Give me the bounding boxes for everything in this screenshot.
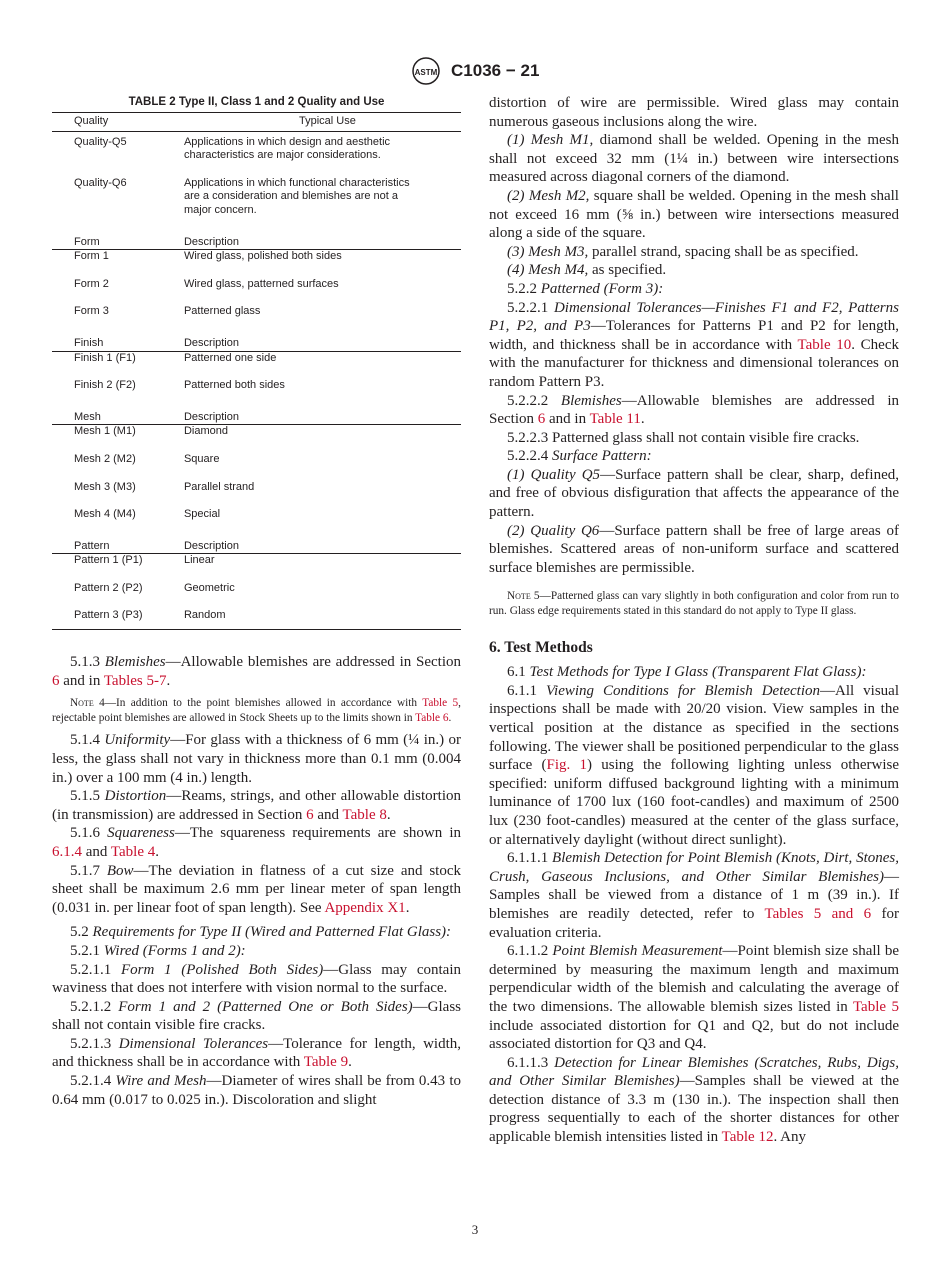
para-5-2-2-4: 5.2.2.4 Surface Pattern: bbox=[507, 448, 652, 465]
table-row bbox=[52, 250, 461, 264]
table-cell: Finish 2 (F2) bbox=[74, 379, 136, 392]
para-6-1-1: 6.1.1 Viewing Conditions for Blemish Detection—All visual inspections shall be made with 20/20 vision. View samples in the vertical position at the distance as specified in the sections following. The viewer shall be positioned perpendicular to the glass surface (Fig. 1) using the following lighting unless otherwise specified: uniform diffused background lighting with a minimum luminance of 1700 lux (160 foot-candles) and maximum of 2500 lux (230 foot-candles) measured at the center of the glass surface, or alternatively daylight (without direct sunlight). bbox=[489, 682, 900, 848]
link-tables-5-and-6[interactable]: Tables 5 and 6 bbox=[764, 905, 872, 922]
table-header-quality: Quality bbox=[52, 113, 184, 132]
table-cell: Finish bbox=[52, 333, 184, 351]
link-table-4[interactable]: Table 4 bbox=[110, 843, 156, 860]
para-5-1-4: 5.1.4 Uniformity—For glass with a thickness of 6 mm (¼ in.) or less, the glass shall not vary in thickness more than 0.1 mm (0.004 in.) over a 100 mm (4 in.) length. bbox=[52, 732, 461, 786]
para-mesh-m2: (2) Mesh M2, square shall be welded. Opening in the mesh shall not exceed 16 mm (⅝ in.) between wire intersections measured along a side of the square. bbox=[489, 187, 899, 242]
table-cell: Mesh 1 (M1) bbox=[74, 425, 136, 438]
table-cell: Mesh 2 (M2) bbox=[74, 452, 136, 465]
table-cell: Quality-Q6 bbox=[74, 176, 127, 189]
table-row bbox=[52, 131, 461, 163]
link-table-10[interactable]: Table 10 bbox=[797, 336, 852, 353]
table-cell: Finish 1 (F1) bbox=[74, 351, 136, 364]
table-cell: Patterned one side bbox=[183, 351, 277, 364]
link-tables-5-7[interactable]: Tables 5-7 bbox=[103, 672, 167, 689]
table-cell: Random bbox=[184, 609, 461, 629]
para-5-2: 5.2 Requirements for Type II (Wired and Patterned Flat Glass): bbox=[70, 924, 452, 941]
table-2 bbox=[52, 94, 461, 630]
link-table-9[interactable]: Table 9 bbox=[303, 1054, 349, 1071]
link-section-6[interactable]: 6 bbox=[537, 411, 546, 428]
link-6-1-4[interactable]: 6.1.4 bbox=[52, 843, 82, 860]
section-heading-6: 6. Test Methods bbox=[489, 638, 593, 656]
table-cell: Form 3 bbox=[74, 305, 109, 318]
para-5-2-1-1: 5.2.1.1 Form 1 (Polished Both Sides)—Glass may contain waviness that does not interfere with vision normal to the surface. bbox=[52, 961, 462, 997]
table-cell: Square bbox=[183, 452, 220, 465]
link-section-6[interactable]: 6 bbox=[306, 806, 314, 823]
quality-use-table bbox=[52, 112, 461, 630]
table-row bbox=[52, 609, 461, 629]
link-section-6[interactable]: 6 bbox=[52, 672, 60, 689]
para-5-2-1-4: 5.2.1.4 Wire and Mesh—Diameter of wires shall be from 0.43 to 0.64 mm (0.017 to 0.025 in.). Discoloration and slight bbox=[52, 1073, 462, 1108]
table-row bbox=[52, 425, 461, 439]
table-cell: Applications in which design and aesthetic characteristics are major considerations. bbox=[183, 135, 391, 162]
table-row bbox=[52, 351, 461, 365]
table-section-head bbox=[52, 232, 461, 250]
table-row bbox=[52, 508, 461, 522]
para-5-1-6: 5.1.6 Squareness—The squareness requirements are shown in 6.1.4 and Table 4. bbox=[52, 825, 461, 860]
link-table-6[interactable]: Table 6 bbox=[415, 711, 449, 724]
para-mesh-m4: (4) Mesh M4, as specified. bbox=[507, 262, 667, 279]
para-6-1: 6.1 Test Methods for Type I Glass (Transparent Flat Glass): bbox=[507, 664, 867, 681]
table-row bbox=[52, 453, 461, 467]
table-row bbox=[52, 177, 461, 218]
table-cell: Pattern 3 (P3) bbox=[52, 609, 184, 629]
table-row bbox=[52, 278, 461, 292]
para-quality-q5: (1) Quality Q5—Surface pattern shall be clear, sharp, defined, and free of obvious disfiguration that affects the appearance of the pattern. bbox=[489, 466, 899, 521]
table-cell: Linear bbox=[183, 554, 215, 567]
table-cell: Wired glass, polished both sides bbox=[183, 250, 342, 263]
para-5-2-1: 5.2.1 Wired (Forms 1 and 2): bbox=[70, 942, 246, 959]
para-6-1-1-2: 6.1.1.2 Point Blemish Measurement—Point blemish size shall be determined by measuring the maximum length and maximum perpendicular width of the blemish and calculating the average of the two dimensions. The allowable blemish sizes listed in Table 5 include associated distortion for Q1 and Q2, but do not include associated distortion for Q3 and Q4. bbox=[489, 943, 899, 1053]
link-table-12[interactable]: Table 12 bbox=[721, 1129, 774, 1146]
table-row bbox=[52, 582, 461, 596]
para-5-2-2-3: 5.2.2.3 Patterned glass shall not contain visible fire cracks. bbox=[507, 429, 860, 446]
table-cell: Description bbox=[184, 333, 461, 351]
svg-text:ASTM: ASTM bbox=[414, 68, 437, 77]
para-5-1-3: 5.1.3 Blemishes—Allowable blemishes are addressed in Section 6 and in Tables 5-7. bbox=[52, 654, 461, 689]
para-mesh-m3: (3) Mesh M3, parallel strand, spacing shall be as specified. bbox=[507, 243, 859, 260]
table-cell: Patterned glass bbox=[183, 305, 261, 318]
table-row bbox=[52, 481, 461, 495]
note-5: Note 5—Patterned glass can vary slightly in both configuration and color from run to run. Glass edge requirements stated in this standard do not apply to Type II glass. bbox=[489, 590, 899, 618]
para-mesh-m1: (1) Mesh M1, diamond shall be welded. Opening in the mesh shall not exceed 32 mm (1¼ in.) between wire intersections measured across diagonal corners of the diamond. bbox=[489, 132, 899, 186]
link-table-11[interactable]: Table 11 bbox=[589, 411, 641, 428]
table-section-head bbox=[52, 407, 461, 425]
page-number: 3 bbox=[471, 1222, 479, 1237]
table-cell: Diamond bbox=[183, 425, 228, 438]
link-table-5[interactable]: Table 5 bbox=[852, 998, 899, 1015]
table-cell: Description bbox=[184, 232, 461, 250]
para-continued: distortion of wire are permissible. Wired glass may contain numerous gaseous inclusions along the wire. bbox=[489, 95, 899, 130]
table-caption: TABLE 2 Type II, Class 1 and 2 Quality and Use bbox=[128, 96, 385, 108]
astm-logo-icon bbox=[411, 56, 441, 86]
table-section-head bbox=[52, 333, 461, 351]
table-cell: Pattern 1 (P1) bbox=[74, 554, 143, 567]
right-column bbox=[489, 94, 899, 1147]
link-table-8[interactable]: Table 8 bbox=[342, 806, 387, 823]
table-row bbox=[52, 305, 461, 319]
link-appendix-x1[interactable]: Appendix X1 bbox=[324, 899, 406, 916]
table-cell: Special bbox=[183, 508, 221, 521]
link-fig-1[interactable]: Fig. 1 bbox=[546, 757, 588, 774]
para-5-2-1-3: 5.2.1.3 Dimensional Tolerances—Tolerance for length, width, and thickness shall be in accordance with Table 9. bbox=[52, 1035, 461, 1071]
note-4: Note 4—In addition to the point blemishes allowed in accordance with Table 5, rejectable point blemishes are allowed in Stock Sheets up to the limits shown in Table 6. bbox=[52, 697, 461, 724]
table-cell: Wired glass, patterned surfaces bbox=[183, 277, 339, 290]
table-cell: Form 1 bbox=[74, 250, 109, 263]
table-cell: Mesh 4 (M4) bbox=[74, 508, 136, 521]
table-cell: Description bbox=[184, 536, 461, 554]
left-column bbox=[52, 653, 461, 1109]
para-5-2-1-2: 5.2.1.2 Form 1 and 2 (Patterned One or Both Sides)—Glass shall not contain visible fire cracks. bbox=[52, 998, 462, 1034]
para-6-1-1-1: 6.1.1.1 Blemish Detection for Point Blemish (Knots, Dirt, Stones, Crush, Gaseous Inclusions, and Other Similar Blemishes)—Samples shall be viewed from a distance of 1 m (39 in.). If blemishes are readily detected, refer to Tables 5 and 6 for evaluation criteria. bbox=[489, 850, 899, 941]
table-cell: Applications in which functional characteristics are a consideration and blemishes are not a major concern. bbox=[183, 176, 410, 216]
table-section-head bbox=[52, 536, 461, 554]
table-cell: Patterned both sides bbox=[183, 379, 285, 392]
para-quality-q6: (2) Quality Q6—Surface pattern shall be free of large areas of blemishes. Scattered areas of non-uniform surface and scattered surface blemishes are permissible. bbox=[489, 522, 899, 576]
table-cell: Form 2 bbox=[74, 277, 109, 290]
link-table-5[interactable]: Table 5 bbox=[422, 697, 459, 710]
table-cell: Form bbox=[52, 232, 184, 250]
table-cell: Pattern bbox=[52, 536, 184, 554]
para-5-2-2: 5.2.2 Patterned (Form 3): bbox=[507, 280, 664, 297]
para-5-1-5: 5.1.5 Distortion—Reams, strings, and other allowable distortion (in transmission) are addressed in Section 6 and Table 8. bbox=[52, 788, 462, 823]
para-5-2-2-2: 5.2.2.2 Blemishes—Allowable blemishes are addressed in Section 6 and in Table 11. bbox=[489, 392, 899, 428]
table-cell: Parallel strand bbox=[183, 480, 255, 493]
table-cell: Mesh 3 (M3) bbox=[74, 480, 136, 493]
para-5-2-2-1: 5.2.2.1 Dimensional Tolerances—Finishes F1 and F2, Patterns P1, P2, and P3—Tolerances for Patterns P1 and P2 for length, width, and thickness shall be in accordance with Table 10. Check with the manufacturer for thickness and dimensional tolerances on random Pattern P3. bbox=[489, 299, 899, 390]
table-cell: Pattern 2 (P2) bbox=[74, 581, 143, 594]
table-header-use: Typical Use bbox=[184, 113, 461, 132]
table-cell: Mesh bbox=[52, 407, 184, 425]
table-cell: Description bbox=[184, 407, 461, 425]
table-cell: Geometric bbox=[183, 581, 235, 594]
page-header bbox=[0, 56, 950, 86]
table-cell: Quality-Q5 bbox=[74, 135, 127, 148]
standard-designation: C1036 − 21 bbox=[451, 61, 540, 80]
table-row bbox=[52, 379, 461, 393]
table-row bbox=[52, 554, 461, 568]
para-5-1-7: 5.1.7 Bow—The deviation in flatness of a cut size and stock sheet shall be maximum 2.6 mm per linear meter of span length (0.031 in. per linear foot of span length). See Appendix X1. bbox=[52, 862, 461, 916]
para-6-1-1-3: 6.1.1.3 Detection for Linear Blemishes (Scratches, Rubs, Digs, and Other Similar Blemishes)—Samples shall be viewed at the detection distance of 3.3 m (130 in.). The inspection shall then progress sequentially to each of the shorter distances for other applicable blemish intensities listed in Table 12. Any bbox=[489, 1054, 899, 1146]
